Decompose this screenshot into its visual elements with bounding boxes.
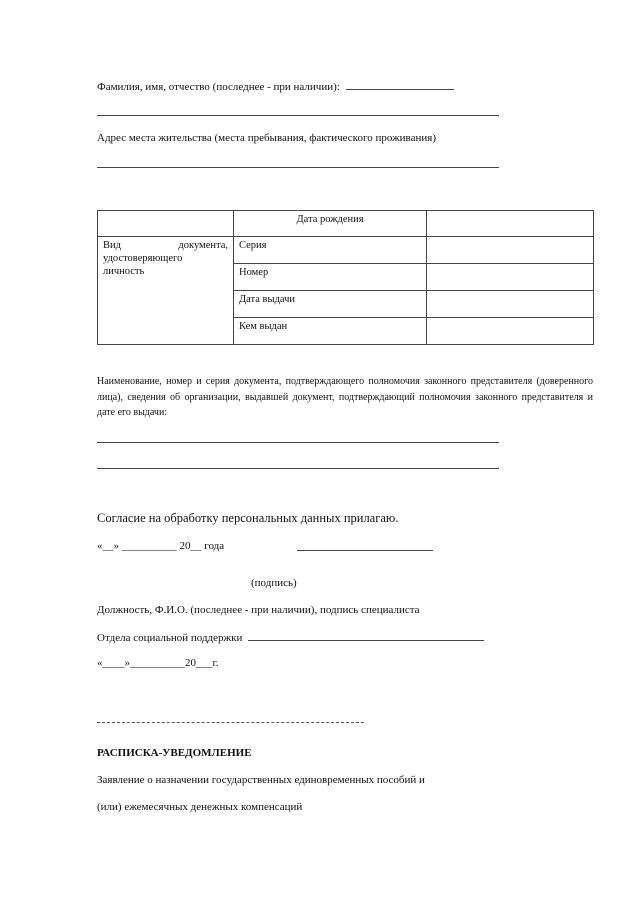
- representative-input-line-2[interactable]: [97, 468, 499, 469]
- consent-date[interactable]: «__» __________ 20__ года: [97, 540, 225, 552]
- issued-by-value-cell[interactable]: [427, 318, 594, 345]
- department-input-line[interactable]: [248, 630, 484, 641]
- representative-input-line-1[interactable]: [97, 442, 499, 443]
- doc-type-label-line3: личность: [103, 266, 145, 277]
- specialist-position-label: Должность, Ф.И.О. (последнее - при наличии), подпись специалиста: [97, 604, 420, 616]
- department-row: [97, 630, 484, 645]
- number-value-cell[interactable]: [427, 264, 594, 291]
- birth-date-value-cell[interactable]: [427, 211, 594, 237]
- identity-document-table: [97, 210, 594, 345]
- receipt-line-1: Заявление о назначении государственных единовременных пособий и: [97, 774, 425, 786]
- issue-date-label: Дата выдачи: [234, 291, 427, 318]
- birth-date-label: Дата рождения: [234, 211, 427, 237]
- fio-input-line[interactable]: [346, 79, 454, 90]
- fio-continuation-line[interactable]: [97, 115, 499, 116]
- signature-label: (подпись): [251, 577, 297, 589]
- issue-date-value-cell[interactable]: [427, 291, 594, 318]
- series-label: Серия: [234, 237, 427, 264]
- series-value-cell[interactable]: [427, 237, 594, 264]
- representative-paragraph: Наименование, номер и серия документа, подтверждающего полномочия законного представителя (доверенного лица), сведения об организации, выдавшей документ, подтверждающий полномочия законного представителя и дате его выдачи:: [97, 376, 593, 418]
- fio-row: [97, 79, 454, 94]
- address-input-line[interactable]: [97, 167, 499, 168]
- specialist-date[interactable]: «____»__________20___г.: [97, 657, 219, 669]
- receipt-title: РАСПИСКА-УВЕДОМЛЕНИЕ: [97, 747, 252, 759]
- number-label: Номер: [234, 264, 427, 291]
- empty-cell: [98, 211, 234, 237]
- doc-type-label-line1: Вид документа,: [103, 240, 228, 251]
- issued-by-label: Кем выдан: [234, 318, 427, 345]
- cut-line: [97, 722, 364, 723]
- doc-type-label-line2: удостоверяющего: [103, 253, 183, 264]
- receipt-line-2: (или) ежемесячных денежных компенсаций: [97, 801, 303, 813]
- address-label: Адрес места жительства (места пребывания, фактического проживания): [97, 132, 436, 144]
- doc-type-label-cell: [98, 237, 234, 345]
- consent-signature-line[interactable]: [297, 550, 433, 551]
- consent-text: Согласие на обработку персональных данных прилагаю.: [97, 511, 399, 525]
- fio-label: Фамилия, имя, отчество (последнее - при наличии):: [97, 81, 340, 93]
- department-label: Отдела социальной поддержки: [97, 632, 243, 644]
